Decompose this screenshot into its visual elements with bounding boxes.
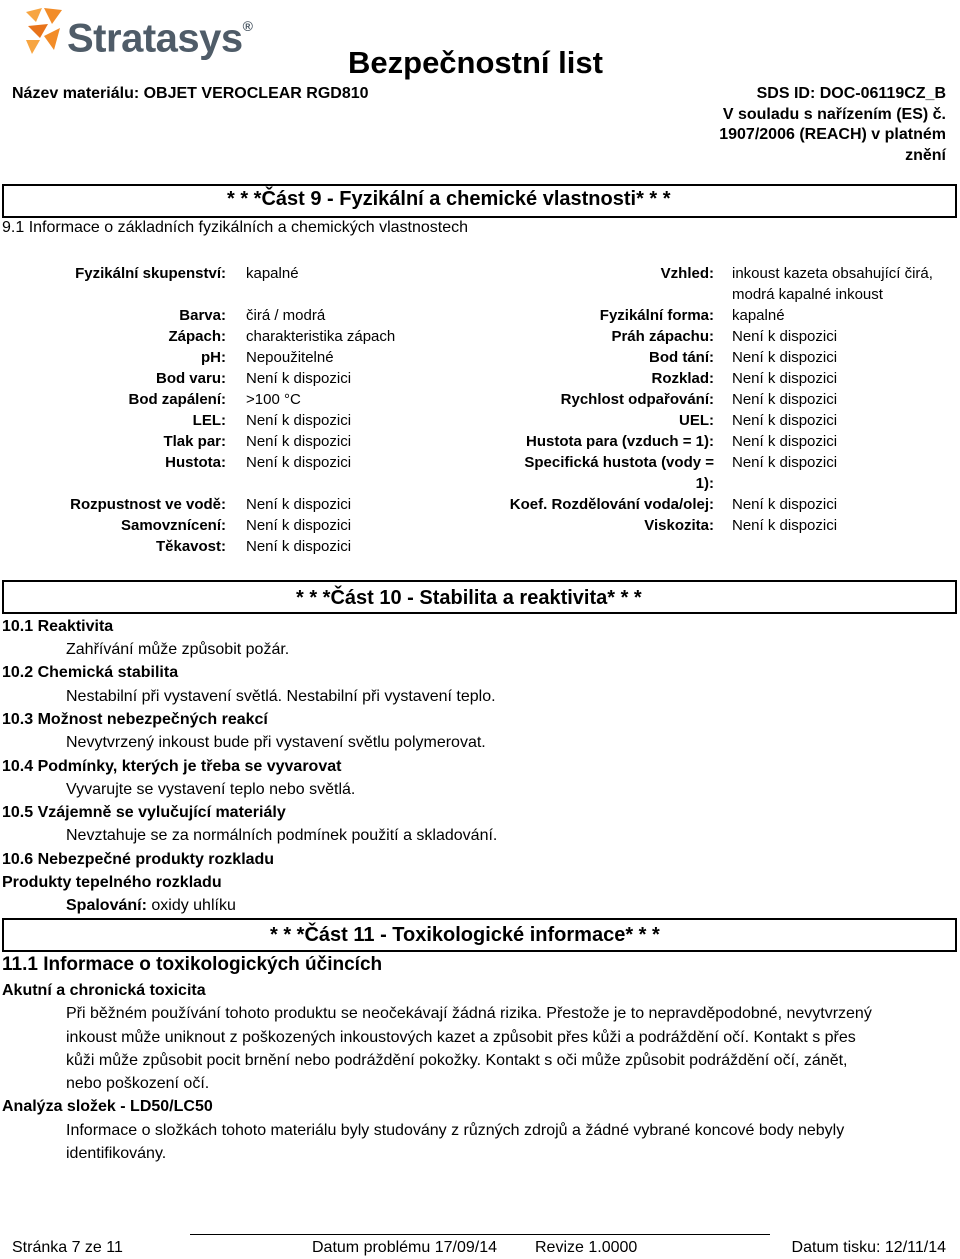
subsection-heading: 10.2 Chemická stabilita (2, 664, 179, 681)
prop-label: Hustota para (vzduch = 1): (526, 433, 714, 450)
combustion-label: Spalování: (66, 897, 147, 914)
prop-value: Není k dispozici (246, 454, 352, 471)
prop-value: charakteristika zápach (246, 328, 396, 345)
registered-mark: ® (242, 18, 253, 34)
component-analysis-heading: Analýza složek - LD50/LC50 (2, 1098, 213, 1115)
prop-label: Bod varu: (155, 370, 226, 387)
prop-value: Není k dispozici (246, 517, 352, 534)
prop-value: Není k dispozici (732, 328, 838, 345)
footer-divider (190, 1234, 770, 1235)
revision: Revize 1.0000 (535, 1239, 638, 1256)
prop-value: Není k dispozici (246, 496, 352, 513)
compliance-line-2: 1907/2006 (REACH) v platném (719, 126, 946, 143)
prop-label: Viskozita: (644, 517, 714, 534)
prop-label: Práh zápachu: (611, 328, 714, 345)
prop-label: UEL: (679, 412, 714, 429)
combustion-line (66, 896, 236, 916)
prop-label: Barva: (179, 307, 226, 324)
prop-value: Není k dispozici (732, 391, 838, 408)
prop-label: Tlak par: (163, 433, 226, 450)
issue-date: Datum problému 17/09/14 (312, 1239, 497, 1256)
subsection-heading: 10.5 Vzájemně se vylučující materiály (2, 804, 286, 821)
prop-label: Těkavost: (155, 538, 226, 555)
prop-value: Není k dispozici (246, 370, 352, 387)
prop-value: Není k dispozici (732, 517, 838, 534)
prop-value: Není k dispozici (246, 412, 352, 429)
prop-label: Hustota: (165, 454, 226, 471)
sds-id: SDS ID: DOC-06119CZ_B (756, 85, 946, 102)
prop-label: Bod tání: (649, 349, 714, 366)
print-date: Datum tisku: 12/11/14 (791, 1239, 946, 1256)
subsection-text: Zahřívání může způsobit požár. (66, 641, 290, 658)
material-name: Název materiálu: OBJET VEROCLEAR RGD810 (12, 85, 369, 102)
stratasys-logo-icon (22, 6, 66, 56)
prop-label: Rozpustnost ve vodě: (70, 496, 226, 513)
acute-text-line: nebo poškození očí. (66, 1075, 210, 1092)
prop-label: LEL: (192, 412, 226, 429)
section-11-title: * * *Část 11 - Toxikologické informace* * * (270, 924, 660, 946)
prop-value: kapalné (246, 265, 299, 282)
prop-value: Nepoužitelné (246, 349, 334, 366)
prop-label: Vzhled: (660, 265, 714, 282)
prop-value: Není k dispozici (246, 433, 352, 450)
prop-value: Není k dispozici (732, 433, 838, 450)
acute-text-line: kůži může způsobit pocit brnění nebo podráždění pokožky. Kontakt s oči může způsobit podráždění očí, zánět, (66, 1052, 848, 1069)
subsection-text: Nevztahuje se za normálních podmínek použití a skladování. (66, 827, 498, 844)
prop-label: Rozklad: (651, 370, 714, 387)
analysis-text-line: Informace o složkách tohoto materiálu byly studovány z různých zdrojů a žádné vybrané koncové body nebyly (66, 1122, 845, 1139)
brand-name: Stratasys (67, 16, 243, 61)
prop-value: Není k dispozici (732, 454, 838, 471)
acute-text-line: inkoust může uniknout z poškozených inkoustových kazet a způsobit přes kůži a podráždění očí. Kontakt s přes (66, 1029, 856, 1046)
section-9-subtitle: 9.1 Informace o základních fyzikálních a chemických vlastnostech (2, 219, 468, 236)
analysis-text-line: identifikovány. (66, 1145, 167, 1162)
prop-value: Není k dispozici (732, 370, 838, 387)
thermal-decomposition-heading: Produkty tepelného rozkladu (2, 874, 222, 891)
prop-value: modrá kapalné inkoust (732, 286, 883, 303)
subsection-text: Nevytvrzený inkoust bude při vystavení světlu polymerovat. (66, 734, 486, 751)
prop-label: Fyzikální forma: (599, 307, 714, 324)
prop-label: Fyzikální skupenství: (75, 265, 226, 282)
subsection-heading: 10.1 Reaktivita (2, 618, 114, 635)
subsection-text: Vyvarujte se vystavení teplo nebo světlá. (66, 781, 356, 798)
subsection-heading: 10.3 Možnost nebezpečných reakcí (2, 711, 268, 728)
prop-label: pH: (201, 349, 226, 366)
prop-label: 1): (695, 475, 714, 492)
prop-value: >100 °C (246, 391, 301, 408)
compliance-line-1: V souladu s nařízením (ES) č. (722, 106, 946, 123)
prop-value: Není k dispozici (732, 412, 838, 429)
section-11-subtitle: 11.1 Informace o toxikologických účincích (2, 954, 383, 975)
document-title: Bezpečnostní list (348, 45, 603, 80)
acute-text-line: Při běžném používání tohoto produktu se neočekávají žádná rizika. Přestože je to nepravděpodobné, nevytvrzený (66, 1005, 872, 1022)
combustion-value: oxidy uhlíku (151, 897, 236, 914)
prop-value: Není k dispozici (246, 538, 352, 555)
prop-label: Specifická hustota (vody = (524, 454, 714, 471)
section-10-title: * * *Část 10 - Stabilita a reaktivita* * * (296, 587, 642, 609)
prop-label: Samovznícení: (120, 517, 226, 534)
brand-logo (67, 10, 252, 60)
prop-label: Zápach: (168, 328, 226, 345)
prop-label: Koef. Rozdělování voda/olej: (509, 496, 714, 513)
subsection-heading: 10.4 Podmínky, kterých je třeba se vyvarovat (2, 758, 342, 775)
prop-label: Rychlost odpařování: (560, 391, 714, 408)
page-number: Stránka 7 ze 11 (12, 1239, 123, 1256)
subsection-heading: 10.6 Nebezpečné produkty rozkladu (2, 851, 275, 868)
subsection-text: Nestabilní při vystavení světlá. Nestabilní při vystavení teplo. (66, 688, 496, 705)
section-9-title: * * *Část 9 - Fyzikální a chemické vlastnosti* * * (227, 188, 671, 210)
prop-label: Bod zapálení: (128, 391, 226, 408)
prop-value: čirá / modrá (246, 307, 326, 324)
compliance-line-3: znění (905, 147, 946, 164)
acute-toxicity-heading: Akutní a chronická toxicita (2, 982, 206, 999)
prop-value: Není k dispozici (732, 496, 838, 513)
prop-value: inkoust kazeta obsahující čirá, (732, 265, 933, 282)
prop-value: kapalné (732, 307, 785, 324)
prop-value: Není k dispozici (732, 349, 838, 366)
